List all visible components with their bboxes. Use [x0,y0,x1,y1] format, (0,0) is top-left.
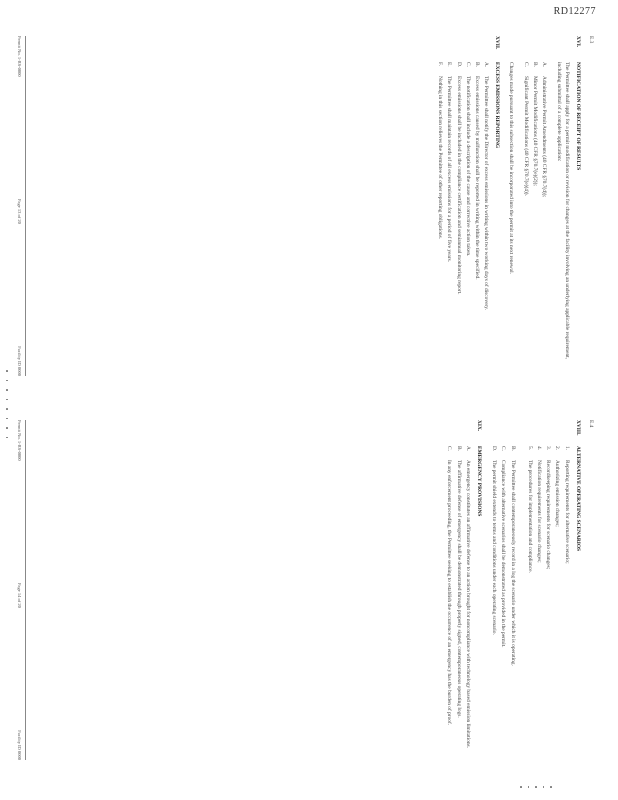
section-title: ALTERNATIVE OPERATING SCENARIOS [574,446,581,552]
section-title: NOTIFICATION OF RECEIPT OF RESULTS [574,62,581,171]
item-text: The affirmative defense of emergency shall be demonstrated through properly signed, contemporaneous operating logs. [455,460,462,718]
item-number: D. [455,62,462,68]
list-item [445,62,452,376]
item-text: Recordkeeping requirements for scenario changes; [545,460,552,570]
page-header [587,36,594,376]
list-item [531,62,538,376]
paragraph: Changes made pursuant to this subsection shall be incorporated into the permit at its next renewal. [507,62,514,274]
item-text: Excess emissions shall be included in the compliance certification and semiannual monitoring report. [455,76,462,295]
paragraph: The Permittee shall apply for a permit modification or revision for changes at the facility involving an underlying applicable requirement, including submittal of a complete application: [556,62,570,359]
left-page [14,36,594,376]
item-number: A. [464,446,471,452]
list-item [454,62,461,376]
footer-page-number: Page 14 of 20 [17,583,23,608]
item-number: 1. [563,446,570,451]
list-item [526,446,533,760]
footer-left: Permit No. 1-RS-0000 [17,420,23,461]
section-body [436,36,489,376]
list-item [544,446,551,760]
item-text: The permit shield extends to terms and conditions under each operating scenario. [491,460,498,635]
item-number: B. [509,446,516,451]
list-item [499,446,506,760]
item-number: 4. [535,446,542,451]
item-text: Notification requirements for scenario changes; [535,460,542,563]
list-item [464,62,471,376]
section-title: EMERGENCY PROVISIONS [475,446,482,517]
item-number: C. [464,62,471,67]
section-heading [475,420,482,760]
item-text: Significant Permit Modifications (40 CFR §70.7(e)(4)). [522,76,529,196]
list-item [490,446,497,760]
item-number: 5. [526,446,533,451]
list-item [454,446,461,760]
item-number: B. [455,446,462,451]
item-text: The Permittee shall contemporaneously record in a log the scenario under which it is operating. [509,460,516,666]
item-number: C. [446,446,453,451]
item-number: B. [531,62,538,67]
section-heading [574,420,581,760]
item-text: In any enforcement proceeding, the Permittee seeking to establish the occurrence of an emergency has the burden of proof. [446,460,453,726]
page-label: E.4 [588,420,594,428]
footer-left: Permit No. 1-RS-0000 [17,36,23,77]
section-body [506,36,569,376]
section-number: XVII. [494,36,501,50]
page-footer [16,420,26,760]
item-text: The Permittee shall notify the Director of excess emissions in writing within two working days of discovery. [483,76,490,310]
item-text: Administrative Permit Amendments (40 CFR §70.7(d)); [541,76,548,197]
item-text: The notification shall include a description of the cause and corrective action taken. [464,76,471,257]
list-item [508,446,515,760]
item-text: Nothing in this section relieves the Permittee of other reporting obligations. [437,76,444,240]
document-id: RD12277 [553,6,596,17]
item-text: The Permittee shall maintain records of all excess emissions for a period of five years. [446,76,453,263]
item-text: Compliance with alternative scenarios shall be demonstrated as provided in the permit. [500,460,507,648]
section-heading [493,36,500,376]
list-item [522,62,529,376]
page-header [587,420,594,760]
item-number: F. [437,62,444,66]
footer-right: Facility ID 0000 [17,346,23,376]
section-heading [574,36,581,376]
page-footer [16,36,26,376]
item-number: 3. [545,446,552,451]
section-body [445,420,471,760]
list-item [540,62,547,376]
item-number: D. [491,446,498,452]
list-item [464,446,471,760]
item-number: B. [473,62,480,67]
item-number: C. [500,446,507,451]
item-number: E. [446,62,453,67]
list-item [445,446,452,760]
section-number: XVI. [574,36,581,48]
list-item [482,62,489,376]
list-item [562,446,569,760]
item-number: C. [522,62,529,67]
item-text: Reporting requirements for alternative scenario; [563,460,570,564]
list-item [553,446,560,760]
footer-right: Facility ID 0000 [17,730,23,760]
item-text: Excess emissions caused by malfunction shall be reported in writing within the time specified. [473,76,480,280]
right-page [14,420,594,760]
list-item [535,446,542,760]
item-text: The procedures for implementation and compliance. [526,460,533,573]
list-item [473,62,480,376]
item-number: 2. [554,446,561,451]
section-number: XIX. [475,420,482,432]
footer-page-number: Page 13 of 20 [17,199,23,224]
section-body [490,420,570,760]
item-text: Authorizing emission changes; [554,460,561,527]
item-text: An emergency constitutes an affirmative defense to an action brought for noncompliance with technology based emission limitations. [464,460,471,748]
page-label: E.3 [588,36,594,44]
list-item [436,62,443,376]
item-text: Minor Permit Modifications (40 CFR §70.7(e)(2)); [531,76,538,186]
item-number: A. [483,62,490,68]
section-number: XVIII. [574,420,581,436]
section-title: EXCESS EMISSIONS REPORTING [494,62,501,149]
item-number: A. [541,62,548,68]
